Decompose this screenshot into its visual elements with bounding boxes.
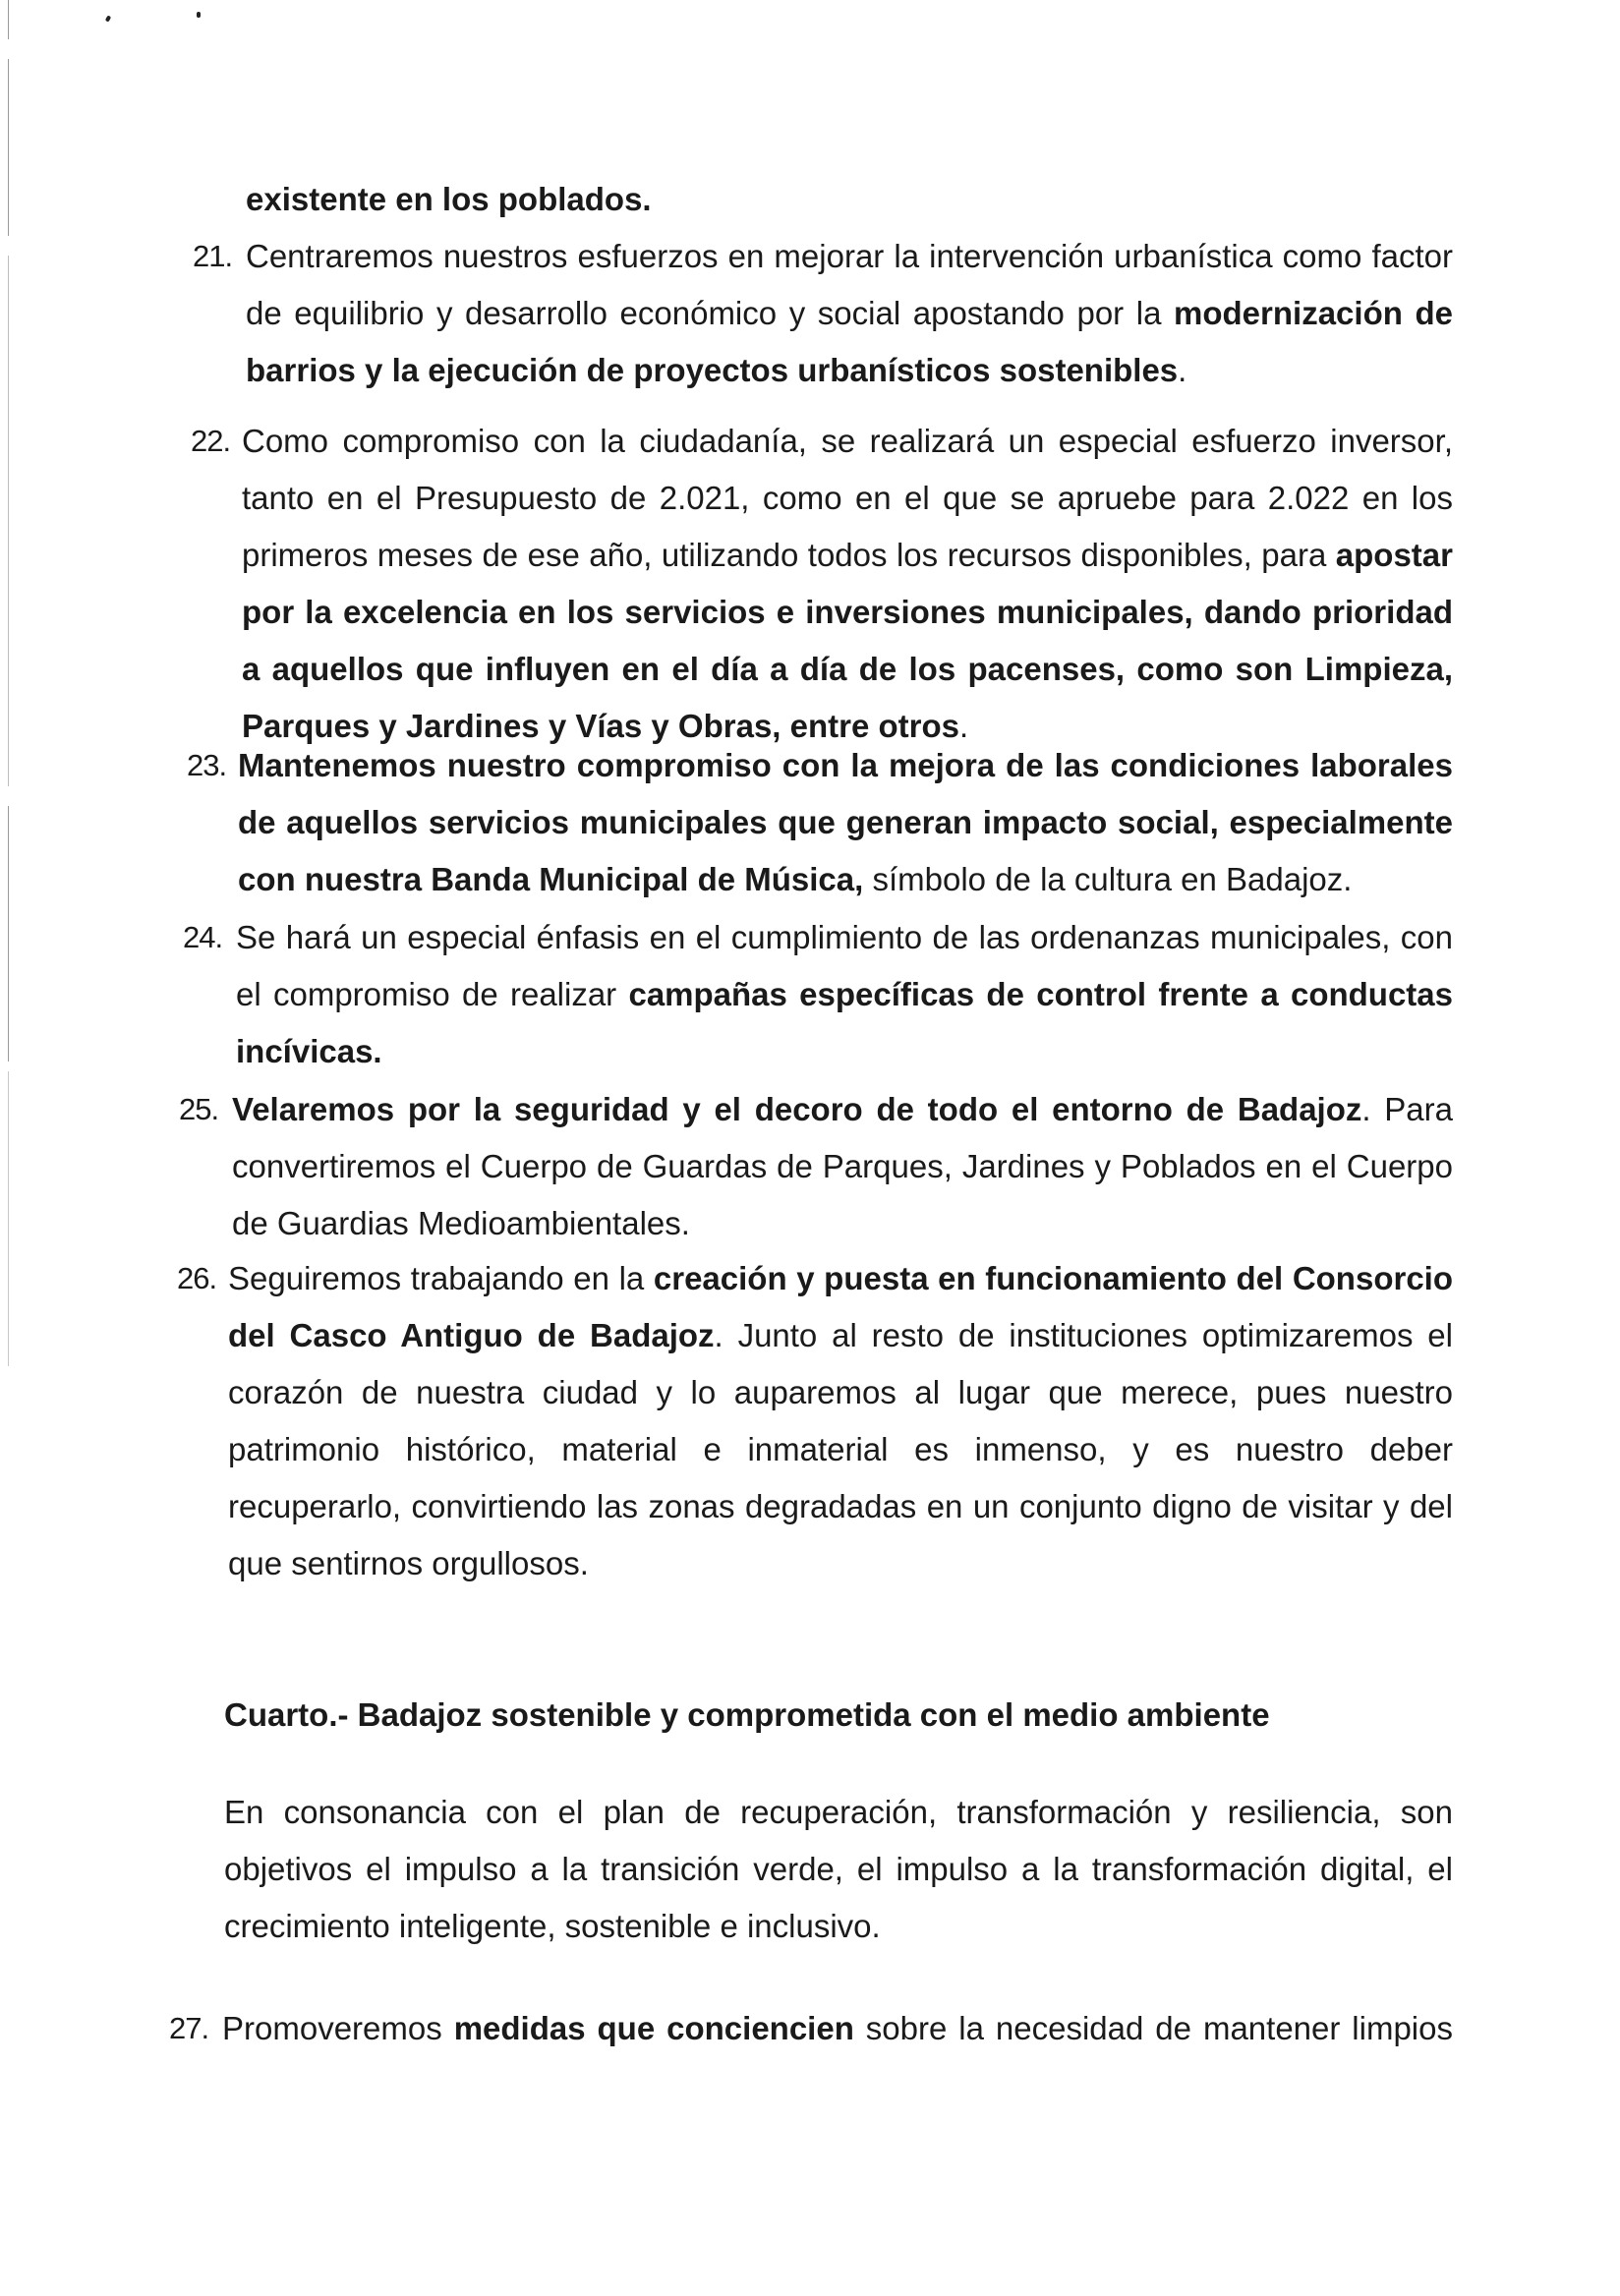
bold-text: modernización de (1174, 295, 1453, 331)
item-number: 23. (187, 748, 227, 782)
list-item-line (228, 1478, 1453, 1534)
scan-edge-line (8, 59, 9, 236)
list-item-line (228, 1307, 1453, 1363)
list-item-line (242, 527, 1453, 583)
text-run: símbolo de la cultura en Badajoz. (863, 861, 1353, 897)
list-item-line (222, 2000, 1453, 2056)
list-item-line (246, 285, 1453, 341)
scan-mark (197, 12, 201, 18)
text-run: patrimonio histórico, material e inmaterial es inmenso, y es nuestro deber (228, 1431, 1453, 1467)
text-run: de equilibrio y desarrollo económico y social apostando por la (246, 295, 1175, 331)
bold-text: a aquellos que influyen en el día a día de los pacenses, como son Limpieza, (242, 651, 1453, 687)
text-run: tanto en el Presupuesto de 2.021, como en el que se apruebe para 2.022 en los (242, 480, 1453, 516)
list-item-line (236, 966, 1453, 1022)
continuation-line (246, 171, 652, 227)
bold-text: incívicas. (236, 1033, 382, 1069)
list-item-line (238, 737, 1453, 793)
text-run: que sentirnos orgullosos. (228, 1545, 589, 1581)
list-item-line (228, 1364, 1453, 1420)
list-item-line (246, 342, 1186, 398)
text-run: objetivos el impulso a la transición verde, el impulso a la transformación digital, el (224, 1851, 1453, 1887)
bold-text: apostar (1335, 537, 1453, 573)
list-item-line (228, 1421, 1453, 1477)
list-item-line (246, 228, 1453, 284)
text-run: Seguiremos trabajando en la (228, 1260, 654, 1296)
text-run: . (959, 708, 969, 744)
bold-text: existente en los poblados. (246, 181, 652, 217)
text-run: primeros meses de ese año, utilizando todos los recursos disponibles, para (242, 537, 1336, 573)
list-item-line (236, 1023, 382, 1079)
scan-edge-line (8, 256, 9, 786)
item-number: 25. (179, 1092, 219, 1126)
list-item-line (228, 1250, 1453, 1306)
paragraph-line (224, 1898, 881, 1954)
bold-text: medidas que conciencien (453, 2010, 854, 2046)
scan-mark (105, 15, 111, 22)
item-number: 21. (193, 239, 233, 273)
text-run: crecimiento inteligente, sostenible e inclusivo. (224, 1908, 881, 1944)
text-run: corazón de nuestra ciudad y lo auparemos al lugar que merece, pues nuestro (228, 1374, 1453, 1410)
list-item-line (238, 851, 1352, 907)
text-run: Centraremos nuestros esfuerzos en mejorar la intervención urbanística como factor (246, 238, 1453, 274)
list-item-line (232, 1081, 1453, 1137)
list-item-line (232, 1138, 1453, 1194)
text-run: de Guardias Medioambientales. (232, 1205, 690, 1241)
item-number: 26. (177, 1261, 217, 1295)
paragraph-line (224, 1784, 1453, 1840)
item-number: 24. (183, 920, 223, 954)
text-run: sobre la necesidad de mantener limpios (853, 2010, 1453, 2046)
list-item-line (242, 641, 1453, 697)
bold-text: de aquellos servicios municipales que generan impacto social, especialmente (238, 804, 1453, 840)
bold-text: Mantenemos nuestro compromiso con la mejora de las condiciones laborales (238, 747, 1453, 783)
bold-text: con nuestra Banda Municipal de Música, (238, 861, 864, 897)
list-item-line (242, 584, 1453, 640)
item-number: 22. (191, 424, 231, 458)
text-run: convertiremos el Cuerpo de Guardas de Parques, Jardines y Poblados en el Cuerpo (232, 1148, 1453, 1184)
text-run: . Junto al resto de instituciones optimizaremos el (714, 1317, 1453, 1353)
text-run: el compromiso de realizar (236, 976, 629, 1012)
list-item-line (238, 794, 1453, 850)
bold-text: del Casco Antiguo de Badajoz (228, 1317, 715, 1353)
list-item-line (236, 909, 1453, 965)
text-run: Se hará un especial énfasis en el cumplimiento de las ordenanzas municipales, con (236, 919, 1453, 955)
scan-edge-line (8, 1071, 9, 1366)
text-run: . Para (1361, 1091, 1453, 1127)
text-run: . (1178, 352, 1187, 388)
bold-text: por la excelencia en los servicios e inversiones municipales, dando prioridad (242, 594, 1453, 630)
list-item-line (228, 1535, 589, 1591)
list-item-line (242, 413, 1453, 469)
list-item-line (232, 1195, 690, 1251)
scan-edge-line (8, 0, 9, 39)
bold-text: Parques y Jardines y Vías y Obras, entre otros (242, 708, 959, 744)
list-item-line (242, 470, 1453, 526)
text-run: Como compromiso con la ciudadanía, se realizará un especial esfuerzo inversor, (242, 423, 1453, 459)
bold-text: campañas específicas de control frente a conductas (628, 976, 1453, 1012)
scan-edge-line (8, 806, 9, 1062)
item-number: 27. (169, 2011, 209, 2045)
bold-text: barrios y la ejecución de proyectos urbanísticos sostenibles (246, 352, 1179, 388)
section-heading: Cuarto.- Badajoz sostenible y comprometida con el medio ambiente (224, 1696, 1270, 1733)
text-run: Promoveremos (222, 2010, 454, 2046)
text-run: recuperarlo, convirtiendo las zonas degradadas en un conjunto digno de visitar y del (228, 1488, 1453, 1524)
text-run: En consonancia con el plan de recuperación, transformación y resiliencia, son (224, 1794, 1453, 1830)
bold-text: Velaremos por la seguridad y el decoro de todo el entorno de Badajoz (232, 1091, 1362, 1127)
paragraph-line (224, 1841, 1453, 1897)
bold-text: creación y puesta en funcionamiento del Consorcio (653, 1260, 1453, 1296)
